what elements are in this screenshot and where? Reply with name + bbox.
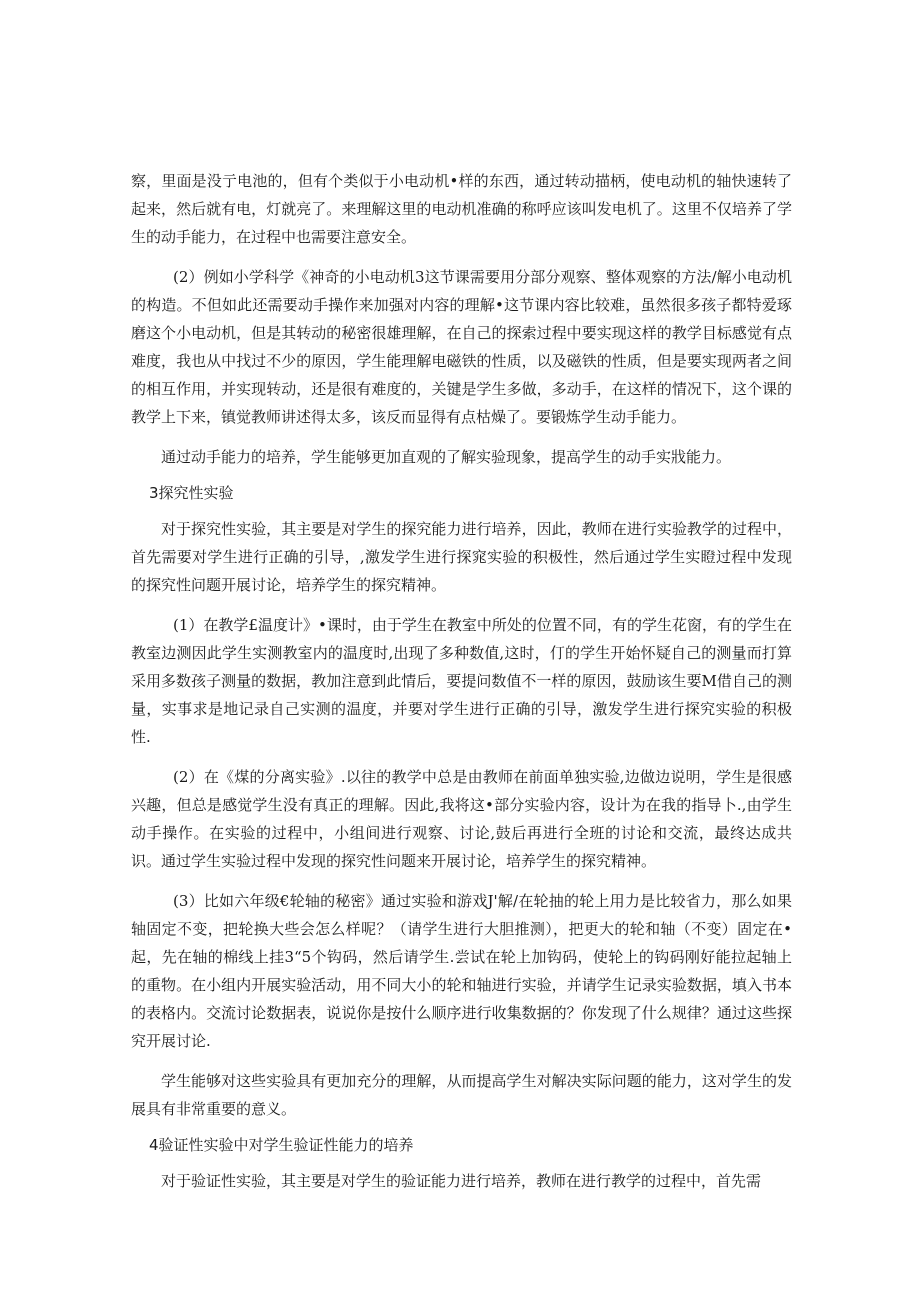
paragraph-summary-understanding: 学生能够对这些实验具有更加充分的理解，从而提高学生对解决实际问题的能力，这对学生的发展具有非常重要的意义。 <box>131 1072 792 1118</box>
paragraph-verification-intro: 对于验证性实验，其主要是对学生的验证能力进行培养，教师在进行教学的过程中，首先需 <box>161 1172 762 1190</box>
paragraph-summary-hands-on: 通过动手能力的培养，学生能够更加直观的了解实验现象，提高学生的动手实戕能力。 <box>161 448 732 466</box>
paragraph-exploratory-intro: 对于探究性实验，其主要是对学生的探究能力进行培养，因此，教师在进行实验教学的过程中，首先需要对学生进行正确的引导，,激发学生进行探窕实验的积极性，然后通过学生实瞪过程中发现的探究性问题开展讨论，培养学生的探究精神。 <box>131 520 792 594</box>
paragraph-example-coal-separation: (2）在《煤的分离实验》.以往的教学中总是由教师在前面单独实验,边做边说明，学生是很感兴趣，但总是感觉学生没有真正的理解。因此,我将这•部分实验内容，设计为在我的指导卜.,由学生动手操作。在实验的过程中，小组间进行观察、讨论,鼓后再进行全班的讨论和交流，最终达成共识。通过学生实验过程中发现的探究性问题来开展讨论，培养学生的探究精神。 <box>131 768 792 870</box>
paragraph-example-electric-motor: (2）例如小学科学《神奇的小电动机3这节课需要用分部分观察、整体观察的方法/解小电动机的构造。不但如此还需要动手操作来加强对内容的理解•这节课内容比较难，虽然很多孩子都特爱琢磨这个小电动机，但是其转动的秘密很雄理解，在自己的探索过程中要实现这样的教学目标感觉有点难度，我也从中找过不少的原因，学生能理解电磁铁的性质，以及磁铁的性质，但是要实现两者之间的相互作用，并实现转动，还是很有难度的，关键是学生多做，多动手，在这样的情况下，这个课的教学上下来，镇觉教师讲述得太多，该反而显得有点枯燥了。要锻炼学生动手能力。 <box>131 268 792 426</box>
document-body <box>131 167 792 1203</box>
section-heading-verification-experiments: 4验证性实验中对学生验证性能力的培养 <box>149 1136 414 1154</box>
paragraph-example-thermometer: (1）在教学£温度计》•课时，由于学生在教室中所处的位置不同，有的学生花窗，有的学生在教室边测因此学生实测教室内的温度时,出现了多种数值,这时，仃的学生开始怀疑自己的测量而打算采用多数孩子测量的数据，教加注意到此情后，要提问数值不一样的原因，鼓励该生要M借自己的测量，实事求是地记录自己实测的温度，并要对学生进行正确的引导，激发学生进行探究实验的积极性. <box>131 616 792 746</box>
paragraph-example-wheel-axle: (3）比如六年级€轮轴的秘密》通过实验和游戏J'解/在轮抽的轮上用力是比较省力，那么如果轴固定不变，把轮换大些会怎么样呢？（请学生进行大胆推测），把更大的轮和轴（不变）固定在•起，先在轴的棉线上挂3“5个钩码，然后请学生.尝试在轮上加钩码，使轮上的钩码刚好能拉起轴上的重物。在小组内开展实验活动，用不同大小的轮和轴进行实验，并请学生记录实验数据，填入书本的表格内。交流讨论数据表，说说你是按什么顺序进行收集数据的？你发现了什么规律？通过这些探究开展讨论. <box>131 892 792 1050</box>
section-heading-exploratory-experiments: 3探究性实验 <box>149 484 234 502</box>
paragraph-continuation: 察，里面是没亍电池的，但有个类似于小电动机•样的东西，通过转动描柄，使电动机的轴快速转了起来，然后就有电，灯就亮了。来理解这里的电动机准确的称呼应该叫发电机了。这里不仅培养了学生的动手能力，在过程中也需要注意安全。 <box>131 172 792 246</box>
